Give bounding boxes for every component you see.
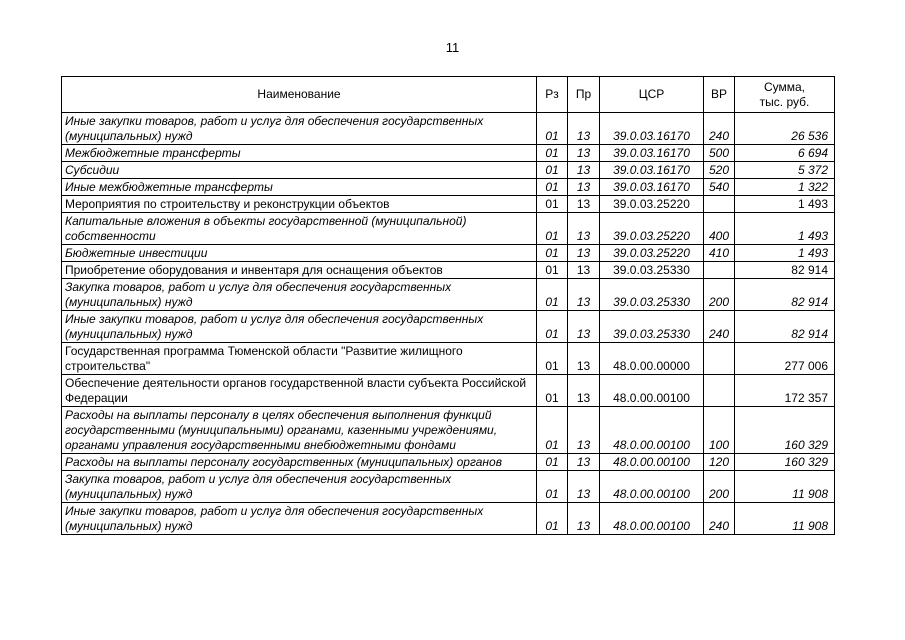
cell-rz: 01 <box>537 196 568 213</box>
header-rz: Рз <box>537 77 568 113</box>
cell-rz: 01 <box>537 162 568 179</box>
cell-pr: 13 <box>568 262 600 279</box>
cell-sum: 1 493 <box>735 196 835 213</box>
table-row <box>62 196 835 213</box>
header-vr: ВР <box>704 77 735 113</box>
header-pr: Пр <box>568 77 600 113</box>
cell-name: Межбюджетные трансферты <box>62 145 537 162</box>
cell-vr: 410 <box>704 245 735 262</box>
cell-rz: 01 <box>537 454 568 471</box>
cell-sum: 277 006 <box>735 343 835 375</box>
cell-name: Закупка товаров, работ и услуг для обеспечения государственных (муниципальных) нужд <box>62 279 537 311</box>
cell-sum: 1 493 <box>735 245 835 262</box>
cell-vr <box>704 343 735 375</box>
cell-vr: 520 <box>704 162 735 179</box>
cell-vr: 100 <box>704 407 735 454</box>
cell-csr: 39.0.03.16170 <box>600 145 704 162</box>
cell-csr: 48.0.00.00100 <box>600 454 704 471</box>
cell-csr: 48.0.00.00100 <box>600 407 704 454</box>
cell-vr: 240 <box>704 311 735 343</box>
table-row <box>62 311 835 343</box>
cell-csr: 48.0.00.00000 <box>600 343 704 375</box>
cell-pr: 13 <box>568 196 600 213</box>
table-row <box>62 113 835 145</box>
cell-pr: 13 <box>568 503 600 535</box>
cell-rz: 01 <box>537 375 568 407</box>
page-number: 11 <box>445 40 460 55</box>
cell-vr: 540 <box>704 179 735 196</box>
cell-pr: 13 <box>568 375 600 407</box>
cell-sum: 82 914 <box>735 311 835 343</box>
table-body <box>62 113 835 535</box>
cell-rz: 01 <box>537 503 568 535</box>
cell-sum: 26 536 <box>735 113 835 145</box>
cell-pr: 13 <box>568 454 600 471</box>
cell-csr: 39.0.03.25330 <box>600 311 704 343</box>
cell-vr: 120 <box>704 454 735 471</box>
cell-csr: 39.0.03.25330 <box>600 262 704 279</box>
cell-vr <box>704 196 735 213</box>
cell-vr: 200 <box>704 471 735 503</box>
table-row <box>62 145 835 162</box>
cell-name: Иные межбюджетные трансферты <box>62 179 537 196</box>
cell-rz: 01 <box>537 179 568 196</box>
cell-name: Мероприятия по строительству и реконструкции объектов <box>62 196 537 213</box>
header-csr: ЦСР <box>600 77 704 113</box>
table-row <box>62 454 835 471</box>
table-row <box>62 262 835 279</box>
table-row <box>62 343 835 375</box>
cell-name: Расходы на выплаты персоналу государственных (муниципальных) органов <box>62 454 537 471</box>
cell-csr: 39.0.03.16170 <box>600 162 704 179</box>
header-name: Наименование <box>62 77 537 113</box>
cell-csr: 48.0.00.00100 <box>600 471 704 503</box>
cell-pr: 13 <box>568 113 600 145</box>
cell-name: Бюджетные инвестиции <box>62 245 537 262</box>
cell-pr: 13 <box>568 179 600 196</box>
cell-sum: 160 329 <box>735 407 835 454</box>
cell-pr: 13 <box>568 279 600 311</box>
cell-csr: 39.0.03.25220 <box>600 196 704 213</box>
table-row <box>62 407 835 454</box>
cell-name: Капитальные вложения в объекты государственной (муниципальной) собственности <box>62 213 537 245</box>
cell-csr: 39.0.03.16170 <box>600 179 704 196</box>
cell-sum: 1 493 <box>735 213 835 245</box>
table-row <box>62 245 835 262</box>
cell-name: Обеспечение деятельности органов государственной власти субъекта Российской Федерации <box>62 375 537 407</box>
table-row <box>62 213 835 245</box>
cell-rz: 01 <box>537 213 568 245</box>
cell-pr: 13 <box>568 145 600 162</box>
cell-csr: 39.0.03.25330 <box>600 279 704 311</box>
cell-rz: 01 <box>537 343 568 375</box>
cell-name: Закупка товаров, работ и услуг для обеспечения государственных (муниципальных) нужд <box>62 471 537 503</box>
cell-rz: 01 <box>537 145 568 162</box>
cell-vr: 240 <box>704 113 735 145</box>
cell-vr: 500 <box>704 145 735 162</box>
cell-csr: 39.0.03.25220 <box>600 245 704 262</box>
cell-sum: 5 372 <box>735 162 835 179</box>
cell-rz: 01 <box>537 311 568 343</box>
cell-name: Иные закупки товаров, работ и услуг для обеспечения государственных (муниципальных) нужд <box>62 311 537 343</box>
cell-pr: 13 <box>568 343 600 375</box>
cell-pr: 13 <box>568 245 600 262</box>
cell-vr: 240 <box>704 503 735 535</box>
cell-name: Субсидии <box>62 162 537 179</box>
cell-vr <box>704 262 735 279</box>
cell-sum: 160 329 <box>735 454 835 471</box>
cell-name: Государственная программа Тюменской области "Развитие жилищного строительства" <box>62 343 537 375</box>
budget-table <box>61 76 835 535</box>
cell-sum: 6 694 <box>735 145 835 162</box>
cell-csr: 39.0.03.25220 <box>600 213 704 245</box>
cell-vr <box>704 375 735 407</box>
cell-pr: 13 <box>568 471 600 503</box>
cell-sum: 172 357 <box>735 375 835 407</box>
cell-rz: 01 <box>537 407 568 454</box>
cell-pr: 13 <box>568 162 600 179</box>
cell-csr: 48.0.00.00100 <box>600 375 704 407</box>
cell-name: Иные закупки товаров, работ и услуг для обеспечения государственных (муниципальных) нужд <box>62 113 537 145</box>
cell-name: Иные закупки товаров, работ и услуг для обеспечения государственных (муниципальных) нужд <box>62 503 537 535</box>
cell-pr: 13 <box>568 213 600 245</box>
cell-name: Расходы на выплаты персоналу в целях обеспечения выполнения функций государственными (муниципальными) органами, казенными учреждениями, органами управления государственными внебюджетными фондами <box>62 407 537 454</box>
cell-pr: 13 <box>568 311 600 343</box>
cell-name: Приобретение оборудования и инвентаря для оснащения объектов <box>62 262 537 279</box>
cell-rz: 01 <box>537 245 568 262</box>
cell-sum: 82 914 <box>735 262 835 279</box>
cell-sum: 1 322 <box>735 179 835 196</box>
cell-sum: 82 914 <box>735 279 835 311</box>
cell-sum: 11 908 <box>735 471 835 503</box>
header-sum: Сумма, тыс. руб. <box>735 77 835 113</box>
cell-sum: 11 908 <box>735 503 835 535</box>
table-row <box>62 471 835 503</box>
cell-rz: 01 <box>537 113 568 145</box>
cell-pr: 13 <box>568 407 600 454</box>
cell-csr: 39.0.03.16170 <box>600 113 704 145</box>
table-row <box>62 162 835 179</box>
table-row <box>62 375 835 407</box>
table-header-row <box>62 77 835 113</box>
table-row <box>62 279 835 311</box>
table-row <box>62 179 835 196</box>
cell-rz: 01 <box>537 279 568 311</box>
cell-vr: 400 <box>704 213 735 245</box>
cell-vr: 200 <box>704 279 735 311</box>
table-row <box>62 503 835 535</box>
cell-rz: 01 <box>537 262 568 279</box>
cell-rz: 01 <box>537 471 568 503</box>
cell-csr: 48.0.00.00100 <box>600 503 704 535</box>
